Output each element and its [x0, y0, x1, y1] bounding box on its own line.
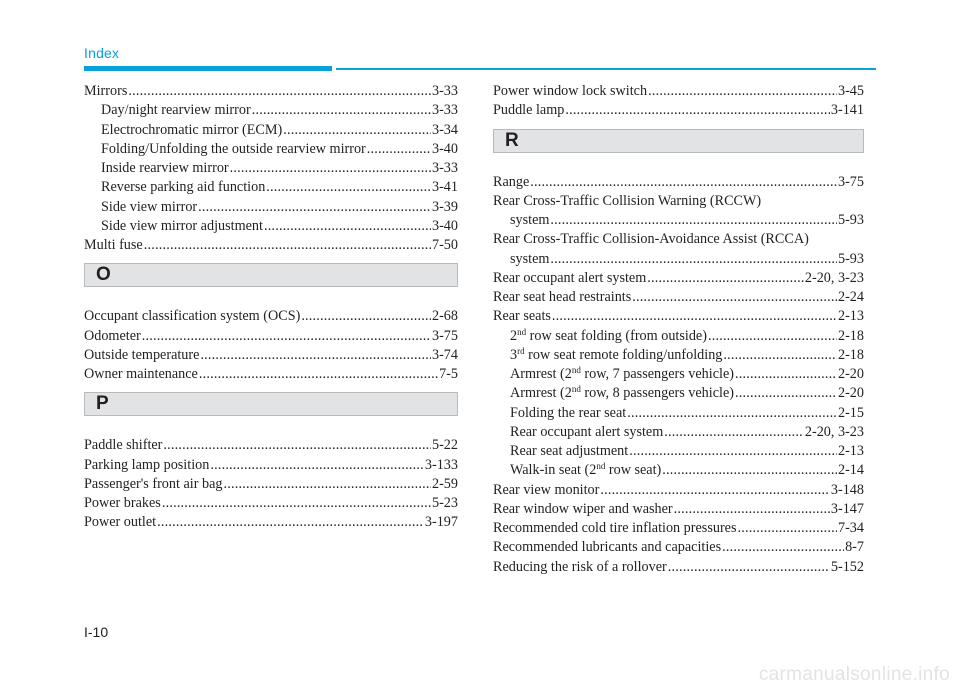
watermark: carmanualsonline.info — [758, 664, 950, 685]
index-subentry: Folding/Unfolding the outside rearview mirror ..... 3-40 — [84, 140, 458, 159]
index-subentry: Reverse parking aid function ..... 3-41 — [84, 178, 458, 197]
index-subentry: Side view mirror ..... 3-39 — [84, 198, 458, 217]
index-entry: Power outlet ..... 3-197 — [84, 513, 458, 532]
section-letter: P — [96, 393, 109, 415]
index-entry-multiline: Rear Cross-Traffic Collision Warning (RCCW) system ..... 5-93 — [493, 192, 864, 231]
index-subentry: Armrest (2nd row, 7 passengers vehicle) ..... 2-20 — [493, 365, 864, 384]
index-entry: Power window lock switch ..... 3-45 — [493, 82, 864, 101]
index-entry: Parking lamp position ..... 3-133 — [84, 456, 458, 475]
index-entry: Range ..... 3-75 — [493, 173, 864, 192]
index-entry: Rear seat head restraints ..... 2-24 — [493, 288, 864, 307]
index-entry: Recommended lubricants and capacities ..... 8-7 — [493, 538, 864, 557]
index-entry: Occupant classification system (OCS) ..... 2-68 — [84, 307, 458, 326]
index-subentry: Rear seat adjustment ..... 2-13 — [493, 442, 864, 461]
header-rule-thick — [84, 66, 332, 71]
section-header-p — [84, 392, 458, 416]
index-entry: Paddle shifter ..... 5-22 — [84, 436, 458, 455]
index-entry: Mirrors ..... 3-33 — [84, 82, 458, 101]
index-subentry: 3rd row seat remote folding/unfolding ..... 2-18 — [493, 346, 864, 365]
index-entry: Rear window wiper and washer ..... 3-147 — [493, 500, 864, 519]
index-subentry: Day/night rearview mirror ..... 3-33 — [84, 101, 458, 120]
index-subentry: Rear occupant alert system ..... 2-20, 3-23 — [493, 423, 864, 442]
index-entry: Outside temperature ..... 3-74 — [84, 346, 458, 365]
header-title: Index — [84, 45, 120, 61]
index-entry: Reducing the risk of a rollover ..... 5-152 — [493, 558, 864, 577]
index-entry: Recommended cold tire inflation pressures ..... 7-34 — [493, 519, 864, 538]
index-entry-multiline: Rear Cross-Traffic Collision-Avoidance Assist (RCCA) system ..... 5-93 — [493, 230, 864, 269]
index-subentry: 2nd row seat folding (from outside) ..... 2-18 — [493, 327, 864, 346]
section-header-o — [84, 263, 458, 287]
index-entry: Rear view monitor ..... 3-148 — [493, 481, 864, 500]
index-subentry: Walk-in seat (2nd row seat) ..... 2-14 — [493, 461, 864, 480]
header-rule-thin — [336, 68, 876, 70]
index-subentry: Inside rearview mirror ..... 3-33 — [84, 159, 458, 178]
page-number: I-10 — [84, 624, 109, 640]
index-subentry: Armrest (2nd row, 8 passengers vehicle) ..... 2-20 — [493, 384, 864, 403]
index-entry: Multi fuse ..... 7-50 — [84, 236, 458, 255]
index-entry: Rear seats ..... 2-13 — [493, 307, 864, 326]
index-subentry: Folding the rear seat ..... 2-15 — [493, 404, 864, 423]
index-entry: Power brakes ..... 5-23 — [84, 494, 458, 513]
index-entry: Puddle lamp ..... 3-141 — [493, 101, 864, 120]
section-letter: R — [505, 129, 519, 151]
index-entry: Rear occupant alert system ..... 2-20, 3-23 — [493, 269, 864, 288]
index-column-right — [493, 82, 864, 577]
index-subentry: Side view mirror adjustment ..... 3-40 — [84, 217, 458, 236]
index-column-left — [84, 82, 458, 533]
index-entry: Owner maintenance ..... 7-5 — [84, 365, 458, 384]
section-header-r — [493, 129, 864, 153]
index-entry: Passenger's front air bag ..... 2-59 — [84, 475, 458, 494]
index-entry: Odometer ..... 3-75 — [84, 327, 458, 346]
section-letter: O — [96, 264, 111, 286]
index-subentry: Electrochromatic mirror (ECM) ..... 3-34 — [84, 121, 458, 140]
